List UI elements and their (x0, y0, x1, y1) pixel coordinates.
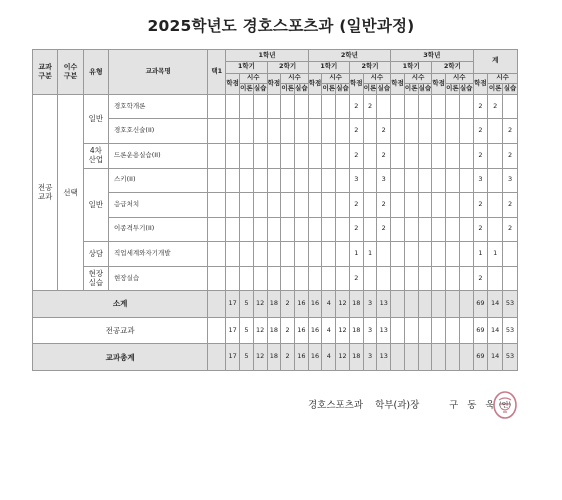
total-value: 16 (294, 344, 308, 371)
y2s2-theory (363, 266, 377, 291)
total-value (391, 317, 405, 344)
header-practice: 실습 (503, 83, 518, 94)
y2s2-theory: 2 (363, 94, 377, 119)
header-credit: 학점 (349, 73, 363, 94)
total-practice: 2 (503, 217, 518, 242)
y2s2-theory (363, 217, 377, 242)
y2s2-theory (363, 119, 377, 144)
header-hours: 시수 (240, 73, 267, 83)
y2s2-practice: 2 (377, 119, 391, 144)
y2s2-practice: 2 (377, 193, 391, 218)
header-theory: 이론 (322, 83, 336, 94)
total-row-label: 전공교과 (33, 317, 208, 344)
header-category: 교과 구분 (33, 50, 58, 95)
header-theory: 이론 (446, 83, 460, 94)
header-sem2: 2학기 (349, 62, 390, 73)
type-cell-counsel: 상담 (83, 242, 108, 267)
total-value: 18 (267, 291, 281, 318)
header-theory: 이론 (281, 83, 295, 94)
y2s2-practice: 3 (377, 168, 391, 193)
total-value (404, 317, 418, 344)
total-value (391, 291, 405, 318)
subject-name: 경호호신술(II) (109, 119, 208, 144)
header-practice: 실습 (294, 83, 308, 94)
total-value: 18 (267, 344, 281, 371)
total-theory (488, 168, 503, 193)
cert-cell (208, 217, 226, 242)
total-value: 14 (488, 317, 503, 344)
category-cell: 전공 교과 (33, 94, 58, 290)
y2s2-practice (377, 242, 391, 267)
total-row-cert (208, 291, 226, 318)
total-value: 14 (488, 291, 503, 318)
total-value: 17 (226, 344, 240, 371)
subject-name: 이종격투기(II) (109, 217, 208, 242)
total-value (432, 317, 446, 344)
total-value: 69 (473, 291, 488, 318)
total-theory (488, 144, 503, 169)
total-credit: 3 (473, 168, 488, 193)
header-hours: 시수 (363, 73, 390, 83)
subject-name: 경호학개론 (109, 94, 208, 119)
y2s2-theory: 1 (363, 242, 377, 267)
subject-name: 현장실습 (109, 266, 208, 291)
total-row-cert (208, 317, 226, 344)
total-value: 12 (336, 291, 350, 318)
total-value: 5 (240, 291, 254, 318)
header-year3: 3학년 (391, 50, 473, 62)
total-value: 5 (240, 317, 254, 344)
type-cell-general: 일반 (83, 94, 108, 143)
total-value: 12 (336, 317, 350, 344)
total-value: 69 (473, 317, 488, 344)
page-title: 2025학년도 경호스포츠과 (일반과정) (147, 17, 415, 35)
footer-dept: 경호스포츠과 (308, 400, 364, 411)
total-practice: 2 (503, 144, 518, 169)
total-theory (488, 119, 503, 144)
type-cell-4th: 4차 산업 (83, 144, 108, 169)
total-theory: 1 (488, 242, 503, 267)
total-value (418, 291, 432, 318)
total-value: 2 (281, 291, 295, 318)
y2s2-theory (363, 144, 377, 169)
header-sem2: 2학기 (267, 62, 308, 73)
y2s2-practice (377, 266, 391, 291)
total-value (459, 291, 473, 318)
total-value (418, 317, 432, 344)
total-practice (503, 94, 518, 119)
total-value (404, 344, 418, 371)
total-credit: 2 (473, 193, 488, 218)
total-value: 16 (294, 317, 308, 344)
total-value: 12 (336, 344, 350, 371)
total-value (446, 317, 460, 344)
total-value: 3 (363, 317, 377, 344)
subtotal-row (33, 291, 518, 318)
total-credit: 2 (473, 217, 488, 242)
y2s2-credit: 2 (349, 144, 363, 169)
total-value: 53 (503, 344, 518, 371)
total-value: 16 (308, 317, 322, 344)
seal-stamp-icon (491, 390, 519, 420)
header-subject: 교과목명 (109, 50, 208, 95)
total-value: 18 (349, 344, 363, 371)
total-value: 2 (281, 317, 295, 344)
total-value: 4 (322, 344, 336, 371)
total-value: 14 (488, 344, 503, 371)
total-value: 13 (377, 291, 391, 318)
total-value: 13 (377, 317, 391, 344)
header-practice: 실습 (253, 83, 267, 94)
total-row-cert (208, 344, 226, 371)
header-sem2: 2학기 (432, 62, 473, 73)
header-hours: 시수 (488, 73, 518, 83)
header-hours: 시수 (281, 73, 308, 83)
grand-total-row (33, 344, 518, 371)
total-value: 3 (363, 344, 377, 371)
header-credit: 학점 (391, 73, 405, 94)
total-value: 16 (294, 291, 308, 318)
total-value: 13 (377, 344, 391, 371)
y2s2-credit: 2 (349, 266, 363, 291)
header-sem1: 1학기 (391, 62, 432, 73)
total-value: 18 (267, 317, 281, 344)
total-value (446, 291, 460, 318)
cert-cell (208, 94, 226, 119)
header-theory: 이론 (488, 83, 503, 94)
subject-name: 직업세계와자기개발 (109, 242, 208, 267)
curriculum-table (32, 49, 518, 371)
header-theory: 이론 (240, 83, 254, 94)
y2s2-theory (363, 168, 377, 193)
y2s2-credit: 1 (349, 242, 363, 267)
total-value (446, 344, 460, 371)
total-row-label: 소계 (33, 291, 208, 318)
total-value: 69 (473, 344, 488, 371)
header-credit: 학점 (473, 73, 488, 94)
y2s2-practice: 2 (377, 217, 391, 242)
header-credit: 학점 (267, 73, 281, 94)
total-value: 12 (253, 317, 267, 344)
major-total-row (33, 317, 518, 344)
header-hours: 시수 (404, 73, 431, 83)
header-credit: 학점 (432, 73, 446, 94)
total-practice: 3 (503, 168, 518, 193)
total-theory (488, 217, 503, 242)
header-year1: 1학년 (226, 50, 308, 62)
y2s2-credit: 2 (349, 217, 363, 242)
total-practice (503, 266, 518, 291)
total-value: 17 (226, 291, 240, 318)
total-credit: 2 (473, 266, 488, 291)
header-practice: 실습 (377, 83, 391, 94)
completion-cell: 선택 (58, 94, 83, 290)
header-hours: 시수 (446, 73, 473, 83)
footer-role: 학부(과)장 (375, 400, 420, 411)
total-practice: 2 (503, 193, 518, 218)
total-value (418, 344, 432, 371)
total-value: 16 (308, 291, 322, 318)
header-year2: 2학년 (308, 50, 390, 62)
total-value (391, 344, 405, 371)
cert-cell (208, 242, 226, 267)
total-value (404, 291, 418, 318)
total-value: 4 (322, 291, 336, 318)
total-value: 17 (226, 317, 240, 344)
header-credit: 학점 (308, 73, 322, 94)
total-value: 12 (253, 291, 267, 318)
total-credit: 2 (473, 144, 488, 169)
total-value: 3 (363, 291, 377, 318)
total-value (459, 317, 473, 344)
total-credit: 2 (473, 94, 488, 119)
total-practice (503, 242, 518, 267)
header-total: 계 (473, 50, 517, 74)
footer-name: 구 동 욱 (449, 400, 498, 411)
header-type: 유형 (83, 50, 108, 95)
cert-cell (208, 144, 226, 169)
total-value: 12 (253, 344, 267, 371)
total-value: 4 (322, 317, 336, 344)
total-value: 53 (503, 291, 518, 318)
y2s2-credit: 3 (349, 168, 363, 193)
total-credit: 2 (473, 119, 488, 144)
header-theory: 이론 (363, 83, 377, 94)
cert-cell (208, 266, 226, 291)
header-practice: 실습 (459, 83, 473, 94)
header-sem1: 1학기 (226, 62, 267, 73)
total-value: 2 (281, 344, 295, 371)
total-value (432, 291, 446, 318)
total-theory (488, 193, 503, 218)
header-hours: 시수 (322, 73, 349, 83)
total-value: 5 (240, 344, 254, 371)
subject-name: 응급처치 (109, 193, 208, 218)
total-value: 18 (349, 291, 363, 318)
total-credit: 1 (473, 242, 488, 267)
type-cell-general2: 일반 (83, 168, 108, 242)
cert-cell (208, 168, 226, 193)
subject-name: 드론운용실습(II) (109, 144, 208, 169)
seal-mark: (인) (498, 401, 512, 409)
subject-name: 스키(II) (109, 168, 208, 193)
header-credit: 학점 (226, 73, 240, 94)
header-cert: 택1 (208, 50, 226, 95)
header-sem1: 1학기 (308, 62, 349, 73)
total-practice: 2 (503, 119, 518, 144)
cert-cell (208, 119, 226, 144)
total-row-label: 교과총계 (33, 344, 208, 371)
total-value: 16 (308, 344, 322, 371)
total-value (432, 344, 446, 371)
cert-cell (208, 193, 226, 218)
type-cell-field: 현장 실습 (83, 266, 108, 291)
total-theory: 2 (488, 94, 503, 119)
header-practice: 실습 (336, 83, 350, 94)
header-practice: 실습 (418, 83, 432, 94)
y2s2-practice: 2 (377, 144, 391, 169)
header-theory: 이론 (404, 83, 418, 94)
total-value: 18 (349, 317, 363, 344)
signature-line (308, 397, 419, 411)
y2s2-practice (377, 94, 391, 119)
y2s2-credit: 2 (349, 193, 363, 218)
total-value (459, 344, 473, 371)
y2s2-credit: 2 (349, 119, 363, 144)
total-theory (488, 266, 503, 291)
header-completion: 이수 구분 (58, 50, 83, 95)
y2s2-credit: 2 (349, 94, 363, 119)
y2s2-theory (363, 193, 377, 218)
total-value: 53 (503, 317, 518, 344)
